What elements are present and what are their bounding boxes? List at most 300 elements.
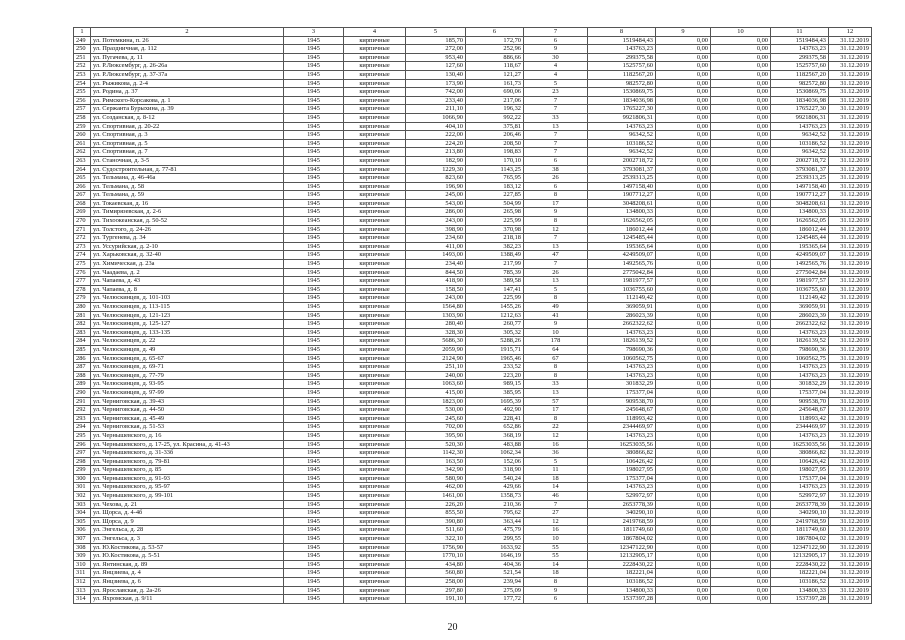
- table-cell: 1229,30: [406, 165, 466, 174]
- housing-register-table: [73, 27, 872, 604]
- table-cell: 1530869,75: [588, 88, 656, 97]
- table-cell: 511,60: [406, 526, 466, 535]
- table-cell: 785,39: [466, 268, 524, 277]
- table-cell: 31.12.2019: [829, 70, 872, 79]
- table-cell: 311: [74, 569, 91, 578]
- table-cell: ул. Черниговская, д. 51-53: [91, 423, 284, 432]
- table-cell: 0,00: [711, 578, 771, 587]
- table-cell: 2775042,84: [771, 268, 829, 277]
- table-cell: 225,99: [466, 217, 524, 226]
- table-cell: 1945: [284, 380, 344, 389]
- table-cell: 293: [74, 414, 91, 423]
- table-cell: 31.12.2019: [829, 440, 872, 449]
- table-cell: 172,70: [466, 36, 524, 45]
- table-cell: 0,00: [656, 414, 711, 423]
- table-cell: 217,99: [466, 260, 524, 269]
- table-row: [74, 474, 872, 483]
- table-cell: кирпичные: [344, 320, 406, 329]
- table-cell: 31.12.2019: [829, 311, 872, 320]
- table-cell: 823,60: [406, 174, 466, 183]
- table-cell: 292: [74, 406, 91, 415]
- table-cell: кирпичные: [344, 88, 406, 97]
- table-row: [74, 208, 872, 217]
- table-cell: 1945: [284, 517, 344, 526]
- table-cell: кирпичные: [344, 380, 406, 389]
- table-cell: 0,00: [656, 217, 711, 226]
- table-row: [74, 449, 872, 458]
- table-cell: 143763,23: [588, 45, 656, 54]
- table-cell: 0,00: [711, 569, 771, 578]
- table-cell: 296: [74, 440, 91, 449]
- table-cell: ул. Спортивная, д. 7: [91, 148, 284, 157]
- table-cell: ул. Чапаева, д. 8: [91, 285, 284, 294]
- table-cell: 1981977,57: [771, 277, 829, 286]
- table-row: [74, 165, 872, 174]
- table-cell: 0,00: [711, 285, 771, 294]
- table-cell: 243,00: [406, 217, 466, 226]
- table-cell: 0,00: [711, 251, 771, 260]
- table-row: [74, 182, 872, 191]
- table-row: [74, 535, 872, 544]
- table-cell: кирпичные: [344, 526, 406, 535]
- table-cell: 31.12.2019: [829, 423, 872, 432]
- table-cell: 398,90: [406, 225, 466, 234]
- table-cell: 31.12.2019: [829, 208, 872, 217]
- table-cell: 0,00: [711, 509, 771, 518]
- table-cell: 158,50: [406, 285, 466, 294]
- table-cell: 0,00: [711, 217, 771, 226]
- table-cell: 0,00: [711, 242, 771, 251]
- table-cell: 31.12.2019: [829, 105, 872, 114]
- table-cell: 143763,23: [771, 431, 829, 440]
- table-cell: 0,00: [711, 397, 771, 406]
- table-cell: 340290,10: [588, 509, 656, 518]
- table-cell: 0,00: [711, 277, 771, 286]
- table-row: [74, 440, 872, 449]
- table-row: [74, 586, 872, 595]
- table-cell: 0,00: [656, 406, 711, 415]
- table-cell: 177,72: [466, 595, 524, 604]
- table-cell: 1834036,98: [771, 96, 829, 105]
- table-cell: 0,00: [711, 139, 771, 148]
- table-cell: 389,58: [466, 277, 524, 286]
- table-cell: 210,36: [466, 500, 524, 509]
- table-cell: 434,80: [406, 560, 466, 569]
- table-cell: 0,00: [711, 174, 771, 183]
- table-cell: 1945: [284, 595, 344, 604]
- table-row: [74, 345, 872, 354]
- table-cell: 0,00: [656, 234, 711, 243]
- table-cell: кирпичные: [344, 457, 406, 466]
- table-cell: кирпичные: [344, 148, 406, 157]
- table-cell: 1945: [284, 578, 344, 587]
- table-cell: 198027,95: [588, 466, 656, 475]
- table-cell: ул. Челюскинцев, д. 49: [91, 345, 284, 354]
- table-cell: 240,00: [406, 371, 466, 380]
- table-cell: 652,86: [466, 423, 524, 432]
- table-cell: ул. Энгельса, д. 28: [91, 526, 284, 535]
- table-cell: 8: [524, 363, 588, 372]
- table-cell: 1626562,05: [771, 217, 829, 226]
- table-cell: 2344469,97: [588, 423, 656, 432]
- table-cell: кирпичные: [344, 45, 406, 54]
- header-cell: 3: [284, 28, 344, 37]
- table-cell: 228,41: [466, 414, 524, 423]
- table-row: [74, 397, 872, 406]
- table-cell: 1756,90: [406, 543, 466, 552]
- table-cell: 17: [524, 406, 588, 415]
- table-cell: 1060562,75: [771, 354, 829, 363]
- table-cell: 0,00: [711, 388, 771, 397]
- table-cell: ул. Черниговская, д. 45-49: [91, 414, 284, 423]
- table-cell: 305: [74, 517, 91, 526]
- table-cell: 306: [74, 526, 91, 535]
- table-row: [74, 543, 872, 552]
- table-cell: 260,77: [466, 320, 524, 329]
- table-cell: 257: [74, 105, 91, 114]
- table-cell: 2228430,22: [771, 560, 829, 569]
- table-cell: 195365,64: [588, 242, 656, 251]
- header-cell: 6: [466, 28, 524, 37]
- table-cell: 31.12.2019: [829, 122, 872, 131]
- table-cell: кирпичные: [344, 560, 406, 569]
- table-cell: 0,00: [656, 208, 711, 217]
- table-cell: 0,00: [656, 191, 711, 200]
- table-cell: 4249509,07: [771, 251, 829, 260]
- table-cell: ул. Челюскинцев, д. 22: [91, 337, 284, 346]
- table-cell: 31.12.2019: [829, 191, 872, 200]
- table-cell: 0,00: [656, 113, 711, 122]
- table-cell: 1945: [284, 156, 344, 165]
- table-cell: 266: [74, 182, 91, 191]
- table-cell: 31.12.2019: [829, 277, 872, 286]
- table-cell: ул. Янцзиева, д. 6: [91, 578, 284, 587]
- table-cell: ул. Чехова, д. 21: [91, 500, 284, 509]
- table-cell: 31.12.2019: [829, 543, 872, 552]
- table-cell: 1537397,28: [588, 595, 656, 604]
- table-cell: 295: [74, 431, 91, 440]
- table-cell: кирпичные: [344, 182, 406, 191]
- table-cell: 143763,23: [588, 431, 656, 440]
- table-cell: 30: [524, 53, 588, 62]
- table-cell: 245648,67: [771, 406, 829, 415]
- table-cell: кирпичные: [344, 268, 406, 277]
- table-cell: 1945: [284, 268, 344, 277]
- table-cell: 1143,25: [466, 165, 524, 174]
- table-cell: 1945: [284, 70, 344, 79]
- table-cell: 31.12.2019: [829, 535, 872, 544]
- table-cell: 8: [524, 578, 588, 587]
- table-cell: 380866,82: [771, 449, 829, 458]
- table-cell: 147,41: [466, 285, 524, 294]
- table-row: [74, 277, 872, 286]
- table-cell: 1525757,60: [588, 62, 656, 71]
- table-cell: 521,54: [466, 569, 524, 578]
- table-cell: 299375,58: [588, 53, 656, 62]
- table-cell: кирпичные: [344, 535, 406, 544]
- table-row: [74, 328, 872, 337]
- table-cell: 2002718,72: [771, 156, 829, 165]
- table-cell: 989,15: [466, 380, 524, 389]
- table-cell: 271: [74, 225, 91, 234]
- table-cell: 4249509,07: [588, 251, 656, 260]
- table-cell: 0,00: [711, 380, 771, 389]
- table-cell: 12132905,17: [771, 552, 829, 561]
- table-cell: 31.12.2019: [829, 251, 872, 260]
- table-cell: кирпичные: [344, 242, 406, 251]
- table-row: [74, 569, 872, 578]
- table-cell: 291: [74, 397, 91, 406]
- table-cell: 1063,60: [406, 380, 466, 389]
- table-cell: кирпичные: [344, 337, 406, 346]
- table-cell: кирпичные: [344, 277, 406, 286]
- table-cell: 529972,97: [588, 492, 656, 501]
- table-cell: ул. Тельмана, д. 59: [91, 191, 284, 200]
- table-cell: 0,00: [711, 199, 771, 208]
- table-cell: 31.12.2019: [829, 457, 872, 466]
- table-cell: 0,00: [711, 500, 771, 509]
- table-cell: 278: [74, 285, 91, 294]
- table-row: [74, 217, 872, 226]
- table-cell: 16253035,56: [771, 440, 829, 449]
- table-cell: 0,00: [656, 260, 711, 269]
- table-cell: 909538,70: [771, 397, 829, 406]
- table-cell: кирпичные: [344, 53, 406, 62]
- table-cell: 0,00: [656, 199, 711, 208]
- table-cell: 31.12.2019: [829, 242, 872, 251]
- table-cell: 1525757,60: [771, 62, 829, 71]
- table-cell: 134800,33: [588, 586, 656, 595]
- table-cell: 198,83: [466, 148, 524, 157]
- table-row: [74, 96, 872, 105]
- table-cell: 31.12.2019: [829, 320, 872, 329]
- table-cell: 22: [524, 423, 588, 432]
- table-cell: 395,90: [406, 431, 466, 440]
- table-cell: 1945: [284, 457, 344, 466]
- table-cell: 243,00: [406, 294, 466, 303]
- table-cell: 268: [74, 199, 91, 208]
- table-cell: кирпичные: [344, 79, 406, 88]
- table-cell: 106426,42: [771, 457, 829, 466]
- table-cell: кирпичные: [344, 285, 406, 294]
- table-cell: 0,00: [656, 595, 711, 604]
- table-cell: 1303,90: [406, 311, 466, 320]
- table-cell: 1646,19: [466, 552, 524, 561]
- table-cell: 14: [524, 483, 588, 492]
- table-cell: 186012,44: [771, 225, 829, 234]
- table-row: [74, 483, 872, 492]
- table-cell: 213,80: [406, 148, 466, 157]
- table-cell: 855,50: [406, 509, 466, 518]
- table-cell: 31.12.2019: [829, 526, 872, 535]
- table-cell: 112149,42: [588, 294, 656, 303]
- table-cell: 272,00: [406, 45, 466, 54]
- table-cell: 225,99: [466, 294, 524, 303]
- table-cell: 143763,23: [771, 363, 829, 372]
- table-cell: 0,00: [711, 122, 771, 131]
- table-cell: ул. Праздничная, д. 112: [91, 45, 284, 54]
- table-cell: 5: [524, 285, 588, 294]
- table-cell: 31.12.2019: [829, 165, 872, 174]
- table-cell: 1945: [284, 139, 344, 148]
- table-cell: 31.12.2019: [829, 569, 872, 578]
- table-row: [74, 388, 872, 397]
- table-cell: 1945: [284, 122, 344, 131]
- table-cell: 286: [74, 354, 91, 363]
- table-row: [74, 148, 872, 157]
- table-cell: 0,00: [711, 440, 771, 449]
- table-cell: 31.12.2019: [829, 303, 872, 312]
- table-cell: 1626562,05: [588, 217, 656, 226]
- table-cell: 0,00: [656, 440, 711, 449]
- table-cell: 31.12.2019: [829, 131, 872, 140]
- table-cell: ул. Тельмана, д. 46-46а: [91, 174, 284, 183]
- table-cell: 1823,00: [406, 397, 466, 406]
- table-row: [74, 294, 872, 303]
- table-cell: 112149,42: [771, 294, 829, 303]
- table-cell: 17: [524, 199, 588, 208]
- table-row: [74, 242, 872, 251]
- table-row: [74, 191, 872, 200]
- table-cell: 2662322,62: [588, 320, 656, 329]
- table-cell: кирпичные: [344, 191, 406, 200]
- table-cell: кирпичные: [344, 371, 406, 380]
- table-cell: 982572,80: [588, 79, 656, 88]
- table-cell: 9921806,31: [588, 113, 656, 122]
- table-cell: 0,00: [656, 53, 711, 62]
- table-cell: 0,00: [656, 285, 711, 294]
- table-cell: 31.12.2019: [829, 414, 872, 423]
- table-cell: 0,00: [656, 457, 711, 466]
- table-cell: 1915,71: [466, 345, 524, 354]
- table-cell: 1907712,27: [588, 191, 656, 200]
- table-cell: 31.12.2019: [829, 148, 872, 157]
- table-cell: 690,06: [466, 88, 524, 97]
- table-cell: 127,60: [406, 62, 466, 71]
- header-cell: 8: [588, 28, 656, 37]
- table-cell: 0,00: [656, 105, 711, 114]
- table-cell: 186012,44: [588, 225, 656, 234]
- table-cell: кирпичные: [344, 251, 406, 260]
- table-cell: кирпичные: [344, 483, 406, 492]
- table-cell: 170,10: [466, 156, 524, 165]
- table-cell: кирпичные: [344, 414, 406, 423]
- table-cell: 0,00: [656, 371, 711, 380]
- table-cell: кирпичные: [344, 388, 406, 397]
- table-cell: 175377,04: [588, 474, 656, 483]
- table-cell: 0,00: [656, 449, 711, 458]
- table-cell: 239,94: [466, 578, 524, 587]
- table-cell: 3793081,37: [588, 165, 656, 174]
- table-cell: 308: [74, 543, 91, 552]
- table-cell: 282: [74, 320, 91, 329]
- table-cell: 382,23: [466, 242, 524, 251]
- table-cell: 0,00: [711, 225, 771, 234]
- table-cell: ул. Черниговская, д. 44-50: [91, 406, 284, 415]
- table-cell: 9: [524, 208, 588, 217]
- table-cell: 8: [524, 217, 588, 226]
- table-cell: ул. Чернышевского, д. 31-33б: [91, 449, 284, 458]
- table-cell: 0,00: [711, 345, 771, 354]
- table-cell: 195365,64: [771, 242, 829, 251]
- table-cell: ул. Челюскинцев, д. 113-115: [91, 303, 284, 312]
- table-cell: 0,00: [711, 36, 771, 45]
- table-cell: ул. Судостроительная, д. 77-81: [91, 165, 284, 174]
- table-cell: 0,00: [711, 268, 771, 277]
- table-cell: 580,90: [406, 474, 466, 483]
- table-cell: кирпичные: [344, 406, 406, 415]
- table-cell: 300: [74, 474, 91, 483]
- table-cell: 198027,95: [771, 466, 829, 475]
- table-cell: 0,00: [711, 423, 771, 432]
- table-cell: 261: [74, 139, 91, 148]
- table-cell: 0,00: [711, 543, 771, 552]
- table-cell: 224,20: [406, 139, 466, 148]
- table-cell: ул. Потемкина, п. 26: [91, 36, 284, 45]
- table-cell: 1945: [284, 466, 344, 475]
- table-cell: 245,00: [406, 191, 466, 200]
- table-cell: 276: [74, 268, 91, 277]
- table-cell: 31.12.2019: [829, 586, 872, 595]
- table-cell: 0,00: [711, 79, 771, 88]
- table-cell: 0,00: [656, 578, 711, 587]
- table-cell: 1945: [284, 552, 344, 561]
- table-cell: 31.12.2019: [829, 474, 872, 483]
- table-cell: ул. Ярославская, д. 2а-26: [91, 586, 284, 595]
- table-cell: 492,90: [466, 406, 524, 415]
- table-cell: 1945: [284, 36, 344, 45]
- table-cell: кирпичные: [344, 517, 406, 526]
- table-cell: 12: [524, 225, 588, 234]
- table-cell: 175377,04: [771, 474, 829, 483]
- table-cell: 31.12.2019: [829, 354, 872, 363]
- table-cell: 1519484,43: [771, 36, 829, 45]
- table-cell: 0,00: [656, 251, 711, 260]
- table-cell: 31.12.2019: [829, 363, 872, 372]
- table-cell: 16253035,56: [588, 440, 656, 449]
- table-row: [74, 423, 872, 432]
- table-cell: 1945: [284, 199, 344, 208]
- table-cell: 6: [524, 182, 588, 191]
- table-cell: 31.12.2019: [829, 492, 872, 501]
- table-cell: 9: [524, 45, 588, 54]
- table-cell: ул. Чернышевского, д. 16: [91, 431, 284, 440]
- table-cell: 0,00: [711, 113, 771, 122]
- table-cell: 1945: [284, 328, 344, 337]
- table-cell: 182221,04: [771, 569, 829, 578]
- table-cell: кирпичные: [344, 440, 406, 449]
- table-cell: 0,00: [711, 260, 771, 269]
- table-cell: 1765227,30: [771, 105, 829, 114]
- table-cell: 1945: [284, 234, 344, 243]
- table-cell: 31.12.2019: [829, 466, 872, 475]
- table-cell: 1036755,60: [588, 285, 656, 294]
- table-cell: 273: [74, 242, 91, 251]
- table-row: [74, 45, 872, 54]
- table-cell: 0,00: [656, 174, 711, 183]
- table-cell: 1633,92: [466, 543, 524, 552]
- table-cell: 161,73: [466, 79, 524, 88]
- table-cell: 0,00: [656, 552, 711, 561]
- table-cell: 274: [74, 251, 91, 260]
- table-cell: 1358,73: [466, 492, 524, 501]
- table-cell: кирпичные: [344, 586, 406, 595]
- table-cell: 529972,97: [771, 492, 829, 501]
- table-cell: ул. Харьковская, д. 32-40: [91, 251, 284, 260]
- table-cell: 175377,04: [771, 388, 829, 397]
- table-cell: 1945: [284, 208, 344, 217]
- table-cell: 31.12.2019: [829, 595, 872, 604]
